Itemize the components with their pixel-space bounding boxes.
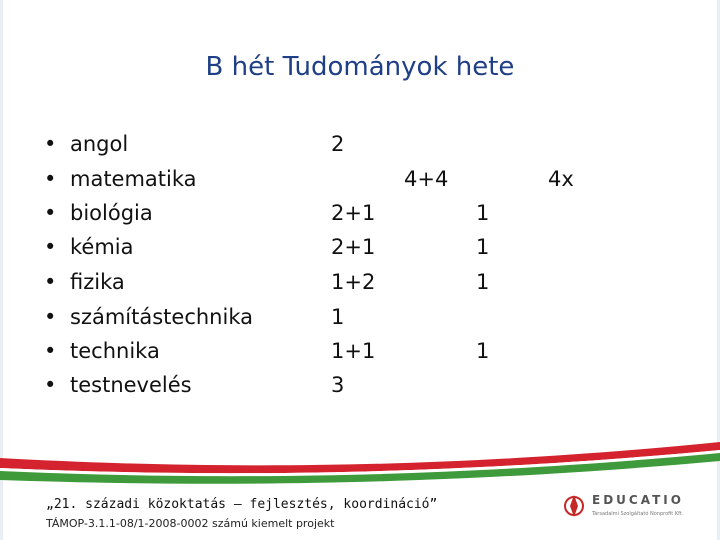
list-item bbox=[0, 235, 720, 269]
value-col-1: 2+1 bbox=[331, 201, 376, 225]
bullet: • bbox=[44, 201, 57, 225]
subject-label: testnevelés bbox=[70, 373, 192, 397]
footer-quote: „21. századi közoktatás – fejlesztés, koordináció” bbox=[46, 497, 438, 512]
footer-project: TÁMOP-3.1.1-08/1-2008-0002 számú kiemelt projekt bbox=[46, 517, 335, 530]
value-col-4: 4x bbox=[548, 167, 574, 191]
bullet: • bbox=[44, 132, 57, 156]
bullet: • bbox=[44, 373, 57, 397]
subject-label: kémia bbox=[70, 235, 134, 259]
list-item bbox=[0, 339, 720, 373]
subject-label: fizika bbox=[70, 270, 125, 294]
subject-label: technika bbox=[70, 339, 160, 363]
slide-title: B hét Tudományok hete bbox=[205, 52, 515, 82]
logo-name: EDUCATIO bbox=[592, 493, 684, 507]
subject-label: számítástechnika bbox=[70, 305, 253, 329]
bullet: • bbox=[44, 339, 57, 363]
subject-label: matematika bbox=[70, 167, 197, 191]
value-col-3: 1 bbox=[476, 201, 490, 225]
value-col-1: 1 bbox=[331, 305, 345, 329]
list-item bbox=[0, 270, 720, 304]
list-item bbox=[0, 305, 720, 339]
value-col-1: 3 bbox=[331, 373, 345, 397]
bullet: • bbox=[44, 270, 57, 294]
list-item bbox=[0, 132, 720, 166]
value-col-3: 1 bbox=[476, 339, 490, 363]
subject-label: biológia bbox=[70, 201, 153, 225]
subject-label: angol bbox=[70, 132, 129, 156]
logo-subtitle: Társadalmi Szolgáltató Nonprofit Kft. bbox=[592, 511, 684, 517]
value-col-1: 2 bbox=[331, 132, 345, 156]
list-item bbox=[0, 167, 720, 201]
bullet: • bbox=[44, 167, 57, 191]
flag-ribbon bbox=[0, 428, 720, 490]
value-col-3: 1 bbox=[476, 235, 490, 259]
bullet: • bbox=[44, 305, 57, 329]
list-item bbox=[0, 373, 720, 407]
value-col-3: 1 bbox=[476, 270, 490, 294]
value-col-1: 1+1 bbox=[331, 339, 376, 363]
bullet: • bbox=[44, 235, 57, 259]
value-col-1: 1+2 bbox=[331, 270, 376, 294]
value-col-2: 4+4 bbox=[404, 167, 449, 191]
value-col-1: 2+1 bbox=[331, 235, 376, 259]
list-item bbox=[0, 201, 720, 235]
